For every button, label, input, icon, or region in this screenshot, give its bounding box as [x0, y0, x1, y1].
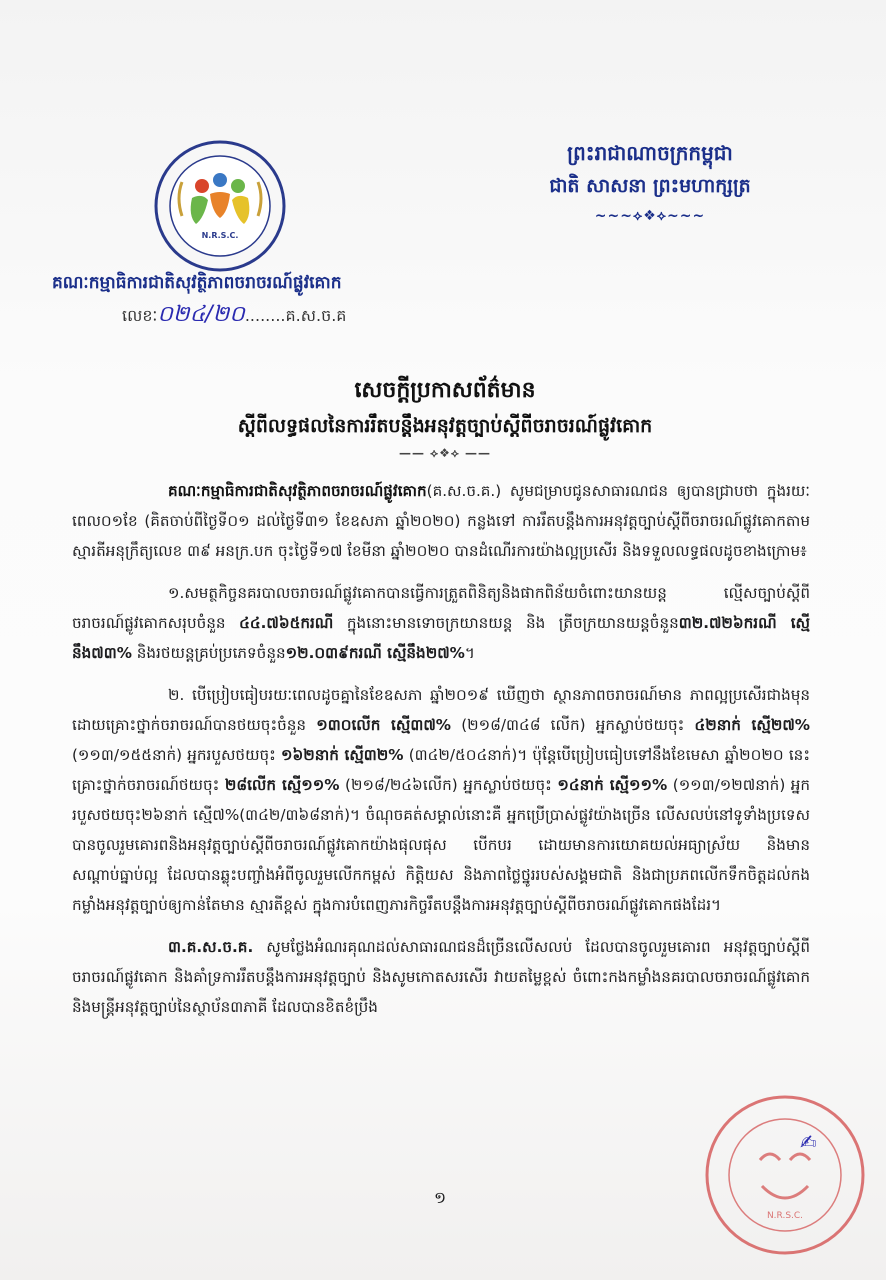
stamp-lettering: N.R.S.C. — [766, 1211, 804, 1221]
logo-lettering: N.R.S.C. — [201, 231, 239, 240]
official-stamp-icon — [700, 1090, 870, 1260]
p1-text-e: ។ — [464, 644, 475, 662]
p2-injuries-decrease: ១៦២នាក់ ស្មើ៣២% — [281, 746, 404, 764]
title-line-1: សេចក្តីប្រកាសព័ត៌មាន — [354, 378, 536, 403]
paragraph-2 — [72, 680, 810, 920]
p2-text-g: (១១៣/១២៧នាក់) អ្នក របួសថយចុះ២៦នាក់ ស្មើ៧%(៣៤២/៣៦៨នាក់)។ ចំណុចគត់សម្គាល់នោះគឺ អ្នកប្រើប្រាស់ផ្លូវយ៉ាងច្រើន លើសលប់នៅទូទាំងប្រទេស បានចូលរួមគោរពនិងអនុវត្តច្បាប់ស្តីពីចរាចរណ៍ផ្លូវគោកយ៉ាងផុលផុស បើកបរ ដោយមានការយោគយល់អធ្យាស្រ័យ និងមានសណ្តាប់ធ្នាប់ល្អ ដែលបានឆ្លុះបញ្ចាំងអំពីចូលរួមលើកកម្ពស់ កិត្តិយស និងភាពថ្លៃថ្នូររបស់សង្គមជាតិ និងជាប្រភពលើកទឹកចិត្តដល់កងកម្លាំងអនុវត្តច្បាប់ឲ្យកាន់តែមាន ស្មារតីខ្ពស់ ក្នុងការបំពេញភារកិច្ចរឹតបន្តឹងការអនុវត្តច្បាប់ស្តីពីចរាចរណ៍ផ្លូវគោកផងដែរ។ — [72, 776, 811, 914]
kingdom-line-1: ព្រះរាជាណាចក្រកម្ពុជា — [567, 141, 733, 165]
paragraph-3 — [72, 932, 810, 1022]
organization-logo-icon — [152, 138, 288, 274]
p1-motorcycle-cases: ៣២.៧២៦ករណី ស្មើនឹង៧៣% — [72, 614, 810, 662]
p2-text-f: (២១៨/២៤៦លើក) អ្នកស្លាប់ថយចុះ — [345, 776, 552, 794]
reference-handwritten-number: ០២៤/២០ — [157, 302, 245, 327]
p2-deaths-decrease: ៤២នាក់ ស្មើ២៧% — [694, 716, 811, 734]
kingdom-motto — [520, 140, 780, 224]
p3-org-abbrev: ៣.គ.ស.ច.គ. — [168, 938, 254, 956]
reference-prefix: លេខៈ — [122, 306, 158, 325]
p1-car-cases: ១២.០៣៩ករណី ស្មើនឹង២៧% — [285, 644, 465, 662]
p2-text-e: (៣៤២/៥០៤នាក់)។ ប៉ុន្តែបើប្រៀបធៀបទៅនឹងខែមេសា ឆ្នាំ២០២០ នេះ គ្រោះថ្នាក់ចរាចរណ៍ថយចុះ — [72, 746, 810, 794]
title-ornament-divider: —— ⟡❖⟡ —— — [399, 446, 491, 460]
intro-text: (គ.ស.ច.គ.) សូមជម្រាបជូនសាធារណជន ឲ្យបានជ្រាបថា ក្នុងរយៈពេល០១ខែ (គិតចាប់ពីថ្ងៃទី០១ ដល់ថ្ងៃទី៣១ ខែឧសភា ឆ្នាំ២០២០) កន្លងទៅ ការរឹតបន្តឹងការអនុវត្តច្បាប់ស្តីពីចរាចរណ៍ផ្លូវគោកតាមស្មារតីអនុក្រឹត្យលេខ ៣៩ អនក្រ.បក ចុះថ្ងៃទី១៧ ខែមីនា ឆ្នាំ២០២០ បានដំណើរការយ៉ាងល្អប្រសើរ និងទទួលលទ្ធផលដូចខាងក្រោម៖ — [72, 482, 810, 560]
p1-text-c: ក្នុងនោះមានទោចក្រយានយន្ត និង ត្រីចក្រយានយន្តចំនួន — [346, 614, 679, 632]
p3-text: សូមថ្លែងអំណរគុណដល់សាធារណជនដ៏ច្រើនលើសលប់ ដែលបានចូលរួមគោរព អនុវត្តច្បាប់ស្តីពីចរាចរណ៍ផ្លូវគោក និងគាំទ្រការរឹតបន្តឹងការអនុវត្តច្បាប់ និងសូមកោតសរសើរ វាយតម្លៃខ្ពស់ ចំពោះកងកម្លាំងនគរបាលចរាចរណ៍ផ្លូវគោក និងមន្ត្រីអនុវត្តច្បាប់នៃស្ថាប័ន៣ភាគី ដែលបានខិតខំប្រឹង — [72, 938, 810, 1016]
p1-total-cases: ៤៤.៧៦៥ករណី — [239, 614, 334, 632]
p2-text-a: ២. បើប្រៀបធៀបរយៈពេលដូចគ្នានៃខែឧសភា ឆ្នាំ២០១៩ ឃើញថា ស្ថានភាពចរាចរណ៍មាន ភាពល្អប្រសើរជាងមុន ដោយគ្រោះថ្នាក់ចរាចរណ៍បានថយចុះចំនួន — [72, 686, 810, 734]
title-line-2: ស្តីពីលទ្ធផលនៃការរឹតបន្តឹងអនុវត្តច្បាប់ស្តីពីចរាចរណ៍ផ្លូវគោក — [237, 415, 653, 437]
paragraph-1 — [72, 578, 810, 668]
intro-org-name: គណៈកម្មាធិការជាតិសុវត្ថិភាពចរាចរណ៍ផ្លូវគោក — [168, 482, 427, 500]
p1-text-a: ១.សមត្ថកិច្ចនគរបាលចរាចរណ៍ផ្លូវគោកបានធ្វើការត្រួតពិនិត្យនិងផាកពិន័យចំពោះយានយន្ត ល្មើសច្បាប់ស្តីពីចរាចរណ៍ផ្លូវគោកសរុបចំនួន — [72, 584, 810, 632]
page-number: ១ — [433, 1188, 447, 1207]
p1-text-d: និងរថយន្តគ្រប់ប្រភេទចំនួន — [136, 644, 286, 662]
p2-accidents-decrease: ១៣០លើក ស្មើ៣៧% — [316, 716, 451, 734]
p2-accidents-vs-april: ២៨លើក ស្មើ១១% — [224, 776, 340, 794]
p2-text-c: (២១៨/៣៤៨ លើក) អ្នកស្លាប់ថយចុះ — [461, 716, 685, 734]
signature-mark-icon: ✍ — [800, 1130, 817, 1154]
reference-suffix: ........គ.ស.ច.គ — [244, 306, 347, 325]
kingdom-line-2: ជាតិ សាសនា ព្រះមហាក្សត្រ — [549, 175, 751, 197]
p2-deaths-vs-april: ១៤នាក់ ស្មើ១១% — [557, 776, 668, 794]
p2-text-d: (១១៣/១៥៥នាក់) អ្នករបួសថយចុះ — [72, 746, 276, 764]
document-body — [72, 476, 810, 1034]
organization-name: គណៈកម្មាធិការជាតិសុវត្ថិភាពចរាចរណ៍ផ្លូវគោក — [52, 273, 342, 293]
reference-number — [122, 300, 346, 332]
document-title — [100, 376, 790, 461]
ornament-divider: ~~~⟡❖⟡~~~ — [594, 208, 706, 224]
paragraph-intro — [72, 476, 810, 566]
